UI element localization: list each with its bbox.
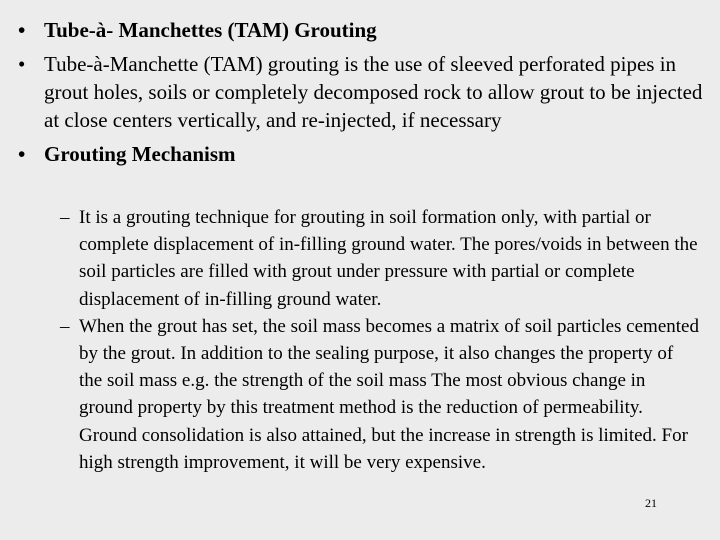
sub-point-marker: –: [60, 315, 70, 337]
slide-number: 21: [645, 496, 657, 510]
bullet-list: [18, 16, 708, 174]
bullet-text: Grouting Mechanism: [44, 142, 236, 166]
bullet-marker: •: [18, 52, 26, 76]
sub-point-list: [60, 204, 700, 476]
bullet-marker: •: [18, 18, 26, 42]
bullet-title-tam: [18, 16, 708, 44]
bullet-grouting-mechanism: [18, 140, 708, 168]
sub-point-text: When the grout has set, the soil mass becomes a matrix of soil particles cemented by the grout. In addition to the sealing purpose, it also changes the property of the soil mass e.g. the strength of the soil mass The most obvious change in ground property by this treatment method is the reduction of permeability. Ground consolidation is also attained, but the increase in strength is limited. For high strength improvement, it will be very expensive.: [79, 315, 699, 473]
bullet-text: Tube-à- Manchettes (TAM) Grouting: [44, 18, 377, 42]
sub-point-marker: –: [60, 207, 70, 228]
bullet-tam-definition: [18, 50, 708, 134]
sub-point-grout-set: [60, 313, 700, 476]
bullet-text: Tube-à-Manchette (TAM) grouting is the use of sleeved perforated pipes in grout holes, soils or completely decomposed rock to allow grout to be injected at close centers vertically, and re-injected, if necessary: [44, 52, 703, 132]
sub-point-text: It is a grouting technique for grouting in soil formation only, with partial or complete displacement of in-filling ground water. The pores/voids in between the soil particles are filled with grout under pressure with partial or complete displacement of in-filling ground water.: [79, 207, 698, 310]
sub-point-technique: [60, 204, 700, 313]
bullet-marker: •: [18, 142, 26, 166]
